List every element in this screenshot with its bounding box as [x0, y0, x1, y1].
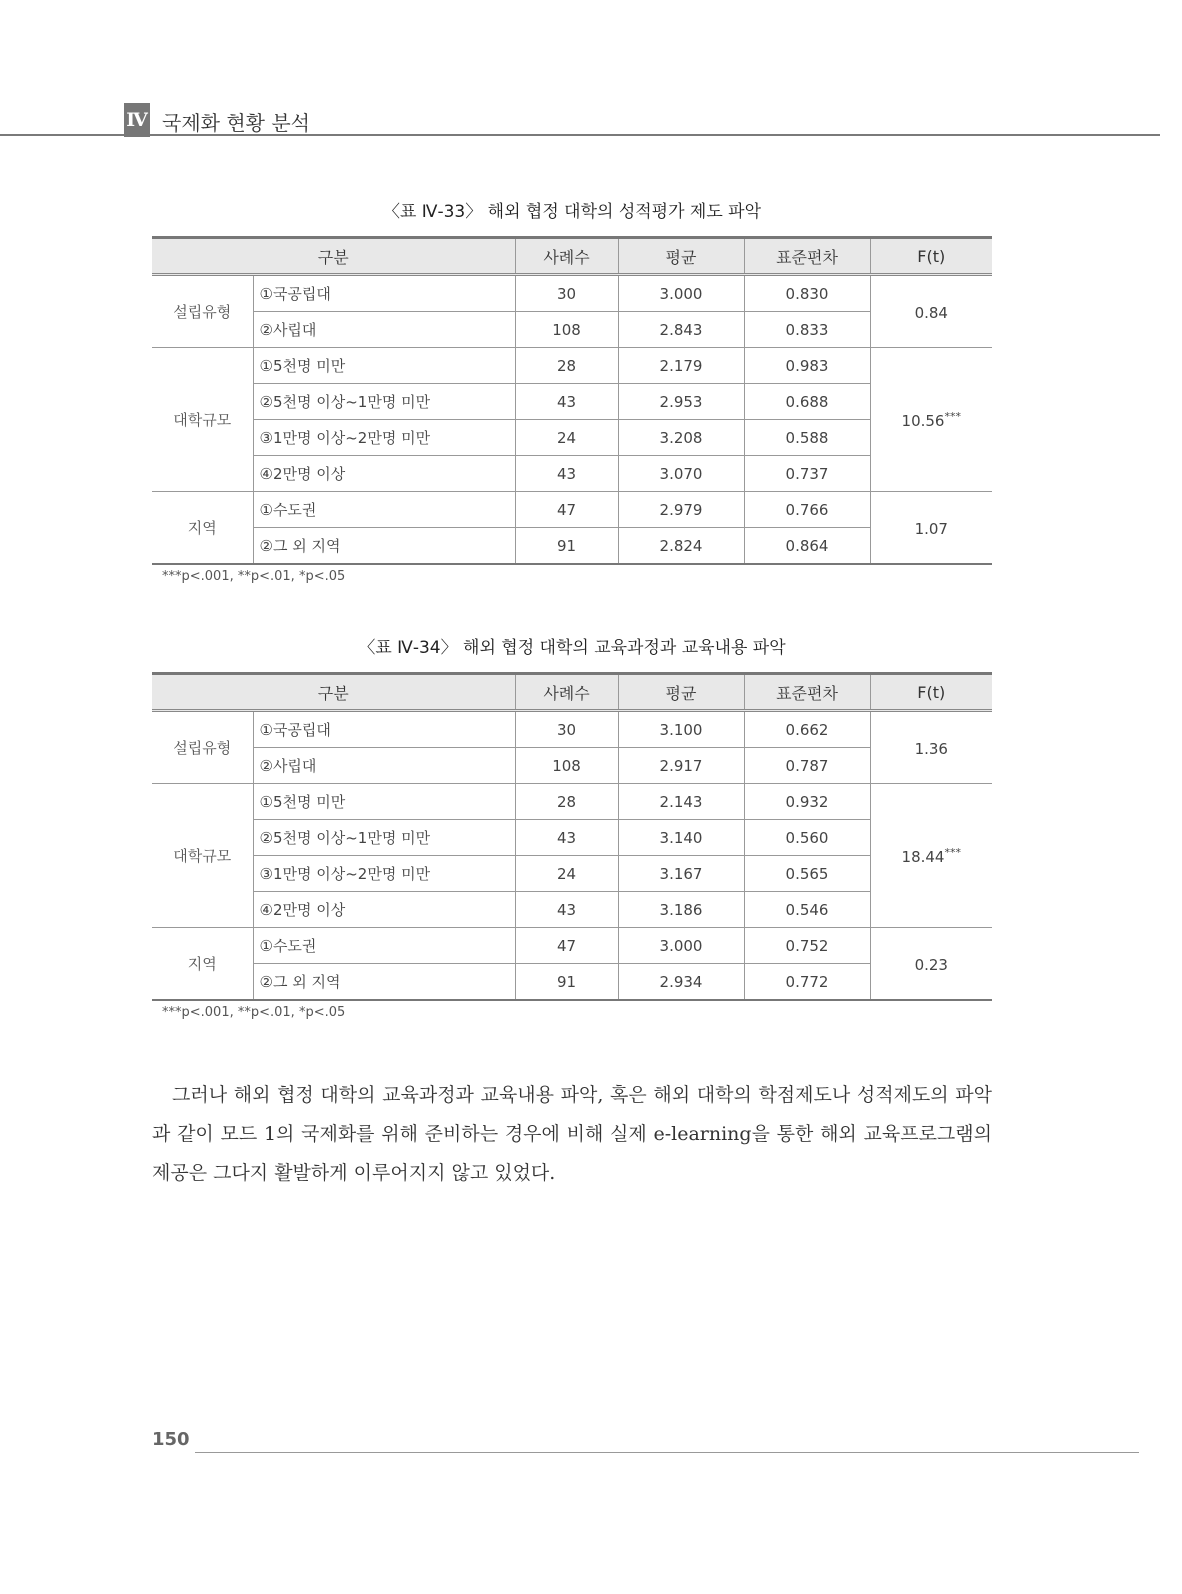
sd-cell: 0.565: [744, 856, 870, 892]
f-value-cell: [870, 492, 992, 565]
mean-cell: 2.143: [618, 784, 744, 820]
footer-rule: [195, 1452, 1139, 1453]
item-label: ③1만명 이상~2만명 미만: [253, 420, 515, 456]
item-label: ①수도권: [253, 492, 515, 528]
mean-cell: 2.843: [618, 312, 744, 348]
table-header-row: [152, 674, 992, 711]
column-header: 표준편차: [744, 238, 870, 275]
count-cell: 43: [515, 820, 618, 856]
sd-cell: 0.864: [744, 528, 870, 565]
chapter-badge: Ⅳ: [124, 103, 150, 137]
count-cell: 47: [515, 492, 618, 528]
table-block-34: [152, 634, 992, 1020]
table-row: [152, 492, 992, 528]
count-cell: 30: [515, 275, 618, 312]
column-header: F(t): [870, 674, 992, 711]
sd-cell: 0.787: [744, 748, 870, 784]
chapter-title: 국제화 현황 분석: [162, 111, 310, 135]
sd-cell: 0.830: [744, 275, 870, 312]
column-header: 구분: [152, 238, 515, 275]
column-header: 사례수: [515, 674, 618, 711]
f-value-cell: [870, 928, 992, 1001]
mean-cell: 2.979: [618, 492, 744, 528]
group-label: 설립유형: [152, 711, 253, 784]
column-header: F(t): [870, 238, 992, 275]
item-label: ②5천명 이상~1만명 미만: [253, 384, 515, 420]
mean-cell: 3.000: [618, 928, 744, 964]
mean-cell: 2.824: [618, 528, 744, 565]
f-value-cell: [870, 711, 992, 784]
item-label: ②사립대: [253, 748, 515, 784]
mean-cell: 3.186: [618, 892, 744, 928]
mean-cell: 3.208: [618, 420, 744, 456]
sd-cell: 0.772: [744, 964, 870, 1001]
table-row: [152, 348, 992, 384]
count-cell: 28: [515, 348, 618, 384]
column-header: 표준편차: [744, 674, 870, 711]
column-header: 평균: [618, 238, 744, 275]
group-label: 대학규모: [152, 348, 253, 492]
item-label: ④2만명 이상: [253, 456, 515, 492]
mean-cell: 2.953: [618, 384, 744, 420]
mean-cell: 2.179: [618, 348, 744, 384]
group-label: 대학규모: [152, 784, 253, 928]
table-row: [152, 784, 992, 820]
column-header: 평균: [618, 674, 744, 711]
mean-cell: 3.000: [618, 275, 744, 312]
item-label: ②그 외 지역: [253, 528, 515, 565]
sd-cell: 0.833: [744, 312, 870, 348]
count-cell: 24: [515, 856, 618, 892]
table-row: [152, 820, 992, 856]
significance-mark: ***: [944, 409, 961, 423]
count-cell: 91: [515, 964, 618, 1001]
table-note: ***p<.001, **p<.01, *p<.05: [162, 569, 346, 584]
mean-cell: 2.934: [618, 964, 744, 1001]
count-cell: 43: [515, 384, 618, 420]
item-label: ①5천명 미만: [253, 784, 515, 820]
item-label: ②그 외 지역: [253, 964, 515, 1001]
item-label: ③1만명 이상~2만명 미만: [253, 856, 515, 892]
table-header-row: [152, 238, 992, 275]
group-label: 설립유형: [152, 275, 253, 348]
table-row: [152, 892, 992, 928]
item-label: ②5천명 이상~1만명 미만: [253, 820, 515, 856]
table-row: [152, 856, 992, 892]
column-header: 구분: [152, 674, 515, 711]
mean-cell: 3.100: [618, 711, 744, 748]
f-value: 1.36: [914, 739, 948, 758]
item-label: ①5천명 미만: [253, 348, 515, 384]
table-block-33: [152, 198, 992, 584]
item-label: ②사립대: [253, 312, 515, 348]
mean-cell: 3.140: [618, 820, 744, 856]
table-row: [152, 711, 992, 748]
table-row: [152, 928, 992, 964]
table-caption: 〈표 Ⅳ-33〉 해외 협정 대학의 성적평가 제도 파악: [382, 202, 762, 222]
f-value: 1.07: [914, 519, 948, 538]
table-row: [152, 275, 992, 312]
item-label: ④2만명 이상: [253, 892, 515, 928]
sd-cell: 0.766: [744, 492, 870, 528]
table-row: [152, 964, 992, 1001]
f-value: 0.23: [914, 955, 948, 974]
f-value-cell: [870, 275, 992, 348]
f-value: 10.56: [901, 411, 945, 430]
count-cell: 47: [515, 928, 618, 964]
mean-cell: 3.167: [618, 856, 744, 892]
mean-cell: 3.070: [618, 456, 744, 492]
body-paragraph: 그러나 해외 협정 대학의 교육과정과 교육내용 파악, 혹은 해외 대학의 학점제도나 성적제도의 파악과 같이 모드 1의 국제화를 위해 준비하는 경우에 비해 실제 e-learning을 통한 해외 교육프로그램의 제공은 그다지 활발하게 이루어지지 않고 있었다.: [152, 1084, 992, 1184]
count-cell: 43: [515, 892, 618, 928]
table-row: [152, 420, 992, 456]
stats-table: [152, 236, 992, 565]
table-row: [152, 528, 992, 565]
table-row: [152, 312, 992, 348]
count-cell: 108: [515, 748, 618, 784]
page-number: 150: [152, 1429, 190, 1450]
stats-table: [152, 672, 992, 1001]
count-cell: 30: [515, 711, 618, 748]
f-value-cell: [870, 348, 992, 492]
item-label: ①국공립대: [253, 711, 515, 748]
sd-cell: 0.752: [744, 928, 870, 964]
count-cell: 28: [515, 784, 618, 820]
item-label: ①국공립대: [253, 275, 515, 312]
f-value-cell: [870, 784, 992, 928]
significance-mark: ***: [944, 845, 961, 859]
table-row: [152, 384, 992, 420]
table-row: [152, 456, 992, 492]
sd-cell: 0.546: [744, 892, 870, 928]
count-cell: 108: [515, 312, 618, 348]
count-cell: 24: [515, 420, 618, 456]
table-caption: 〈표 Ⅳ-34〉 해외 협정 대학의 교육과정과 교육내용 파악: [358, 638, 786, 658]
sd-cell: 0.588: [744, 420, 870, 456]
table-note: ***p<.001, **p<.01, *p<.05: [162, 1005, 346, 1020]
f-value: 18.44: [901, 847, 945, 866]
sd-cell: 0.560: [744, 820, 870, 856]
column-header: 사례수: [515, 238, 618, 275]
sd-cell: 0.688: [744, 384, 870, 420]
sd-cell: 0.662: [744, 711, 870, 748]
table-row: [152, 748, 992, 784]
sd-cell: 0.983: [744, 348, 870, 384]
item-label: ①수도권: [253, 928, 515, 964]
group-label: 지역: [152, 928, 253, 1001]
group-label: 지역: [152, 492, 253, 565]
sd-cell: 0.737: [744, 456, 870, 492]
count-cell: 43: [515, 456, 618, 492]
mean-cell: 2.917: [618, 748, 744, 784]
sd-cell: 0.932: [744, 784, 870, 820]
count-cell: 91: [515, 528, 618, 565]
f-value: 0.84: [914, 303, 948, 322]
